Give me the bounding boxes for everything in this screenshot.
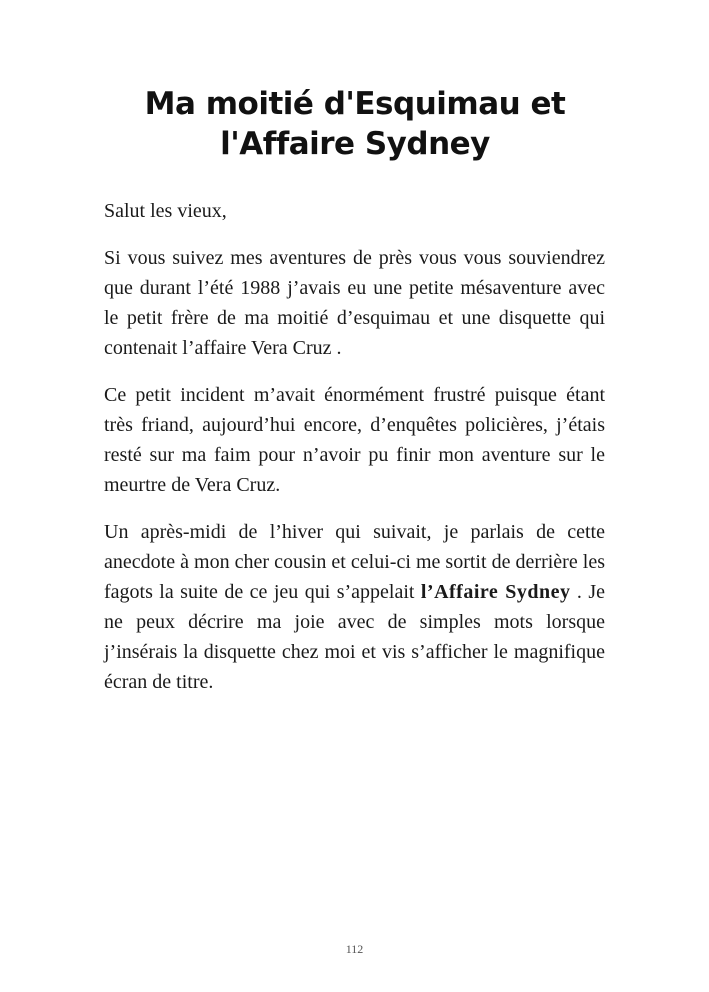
paragraph-4 (104, 517, 605, 697)
paragraph-greeting: Salut les vieux, (104, 200, 227, 222)
page-number: 112 (345, 942, 364, 956)
paragraph-3: Ce petit incident m’avait énormément frustré puisque étant très friand, aujourd’hui encore, d’enquêtes policières, j’étais resté sur ma faim pour n’avoir pu finir mon aventure sur le meurtre de Vera Cruz. (104, 384, 605, 496)
paragraph-2: Si vous suivez mes aventures de près vous vous souviendrez que durant l’été 1988 j’avais eu une petite mésaventure avec le petit frère de ma moitié d’esquimau et une disquette qui contenait l’affaire Vera Cruz . (104, 247, 605, 359)
paragraph-4-end: . Je ne peux décrire ma joie avec de simples mots lorsque j’insérais la disquette chez moi et vis s’afficher le magnifique écran de titre. (104, 581, 605, 693)
chapter-title-line-1: Ma moitié d'Esquimau et (144, 86, 566, 122)
paragraph-4-start: Un après-midi de l’hiver qui suivait, je parlais de cette anecdote à mon cher cousin et celui-ci me sortit de derrière les fagots la suite de ce jeu qui s’appelait (104, 521, 605, 603)
chapter-body (104, 196, 605, 714)
game-title-bold: l’Affaire Sydney (420, 581, 571, 603)
chapter-title (104, 84, 606, 164)
chapter-title-line-2: l'Affaire Sydney (220, 126, 490, 162)
